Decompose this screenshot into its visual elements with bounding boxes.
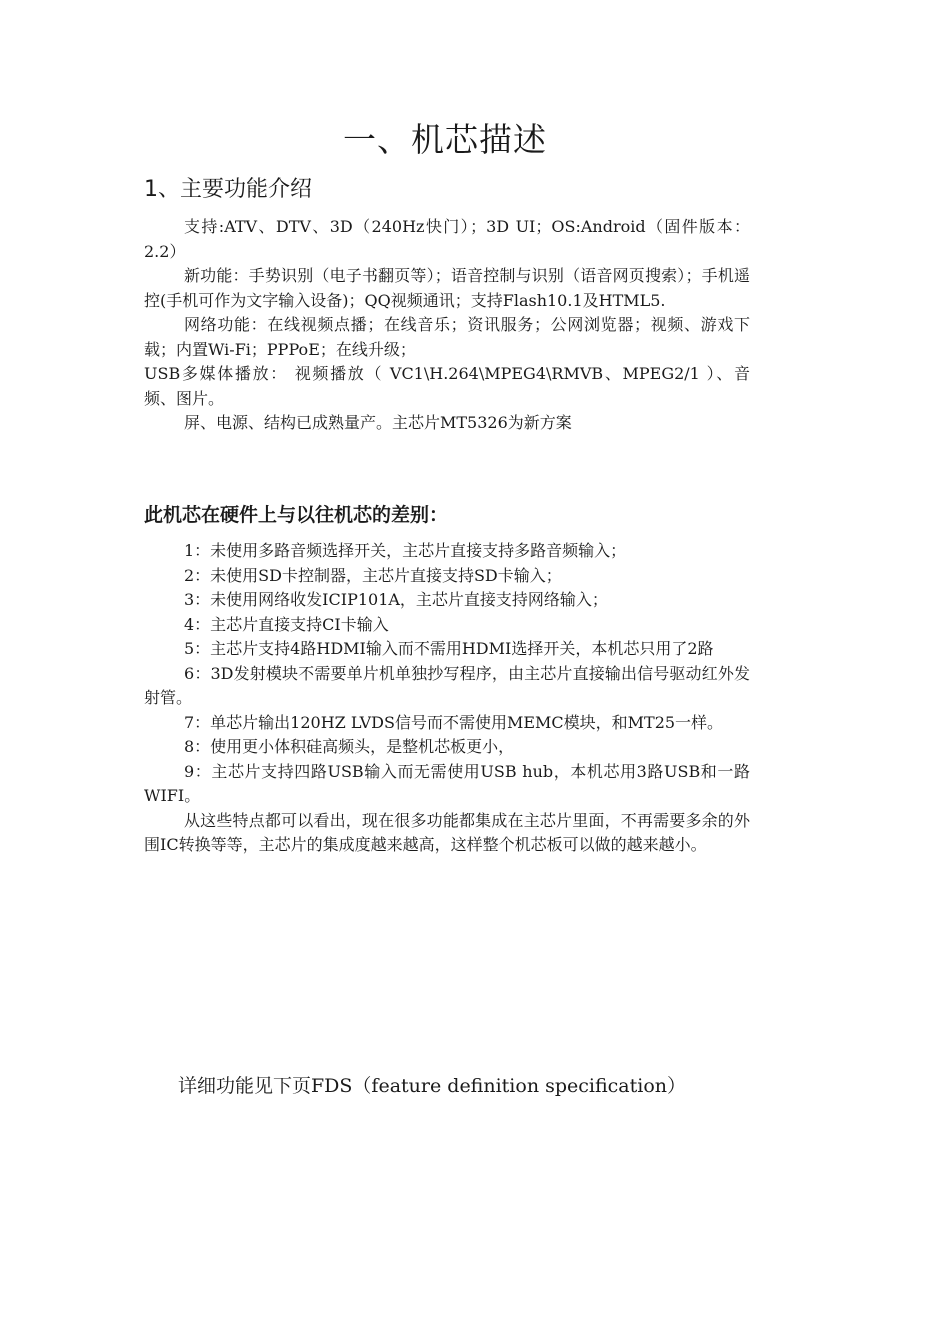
section-heading-hardware-differences: 此机芯在硬件上与以往机芯的差别： [144, 504, 449, 526]
list-item: 1：未使用多路音频选择开关，主芯片直接支持多路音频输入； [184, 541, 627, 560]
section-body-hardware-differences [144, 539, 750, 858]
list-item: 4：主芯片直接支持CI卡输入 [184, 614, 389, 634]
section-body-main-features [144, 215, 750, 436]
list-item: 3：未使用网络收发ICIP101A，主芯片直接支持网络输入； [184, 590, 608, 609]
list-item: 8：使用更小体积硅高频头，是整机芯板更小， [184, 737, 515, 756]
list-item: 9：主芯片支持四路USB输入而无需使用USB hub，本机芯用3路USB和一路WIFI。 [144, 761, 750, 805]
list-item: 7：单芯片输出120HZ LVDS信号而不需使用MEMC模块，和MT25一样。 [184, 712, 724, 732]
paragraph-new-features: 新功能：手势识别（电子书翻页等）；语音控制与识别（语音网页搜索）；手机遥控(手机可作为文字输入设备)；QQ视频通讯；支持Flash10.1及HTML5. [144, 266, 750, 310]
page-title: 一、机芯描述 [343, 120, 547, 159]
list-item: 6：3D发射模块不需要单片机单独抄写程序，由主芯片直接输出信号驱动红外发射管。 [144, 663, 750, 707]
paragraph-production: 屏、电源、结构已成熟量产。主芯片MT5326为新方案 [184, 413, 572, 432]
footer-note: 详细功能见下页FDS（feature definition specification） [178, 1075, 687, 1097]
paragraph-network-features: 网络功能：在线视频点播；在线音乐；资讯服务；公网浏览器；视频、游戏下载；内置Wi-Fi；PPPoE；在线升级； [144, 315, 750, 359]
list-item: 5：主芯片支持4路HDMI输入而不需用HDMI选择开关，本机芯只用了2路 [184, 639, 714, 658]
paragraph-support: 支持:ATV、DTV、3D（240Hz快门）；3D UI；OS:Android（固件版本：2.2） [144, 217, 750, 261]
paragraph-usb-playback: USB多媒体播放： 视频播放（ VC1\H.264\MPEG4\RMVB、MPEG2/1 ）、音频、图片。 [144, 364, 750, 408]
list-item: 2：未使用SD卡控制器，主芯片直接支持SD卡输入； [184, 565, 562, 585]
paragraph-summary: 从这些特点都可以看出，现在很多功能都集成在主芯片里面，不再需要多余的外围IC转换等等，主芯片的集成度越来越高，这样整个机芯板可以做的越来越小。 [144, 810, 750, 854]
section-heading-main-features: 1、主要功能介绍 [144, 177, 312, 202]
